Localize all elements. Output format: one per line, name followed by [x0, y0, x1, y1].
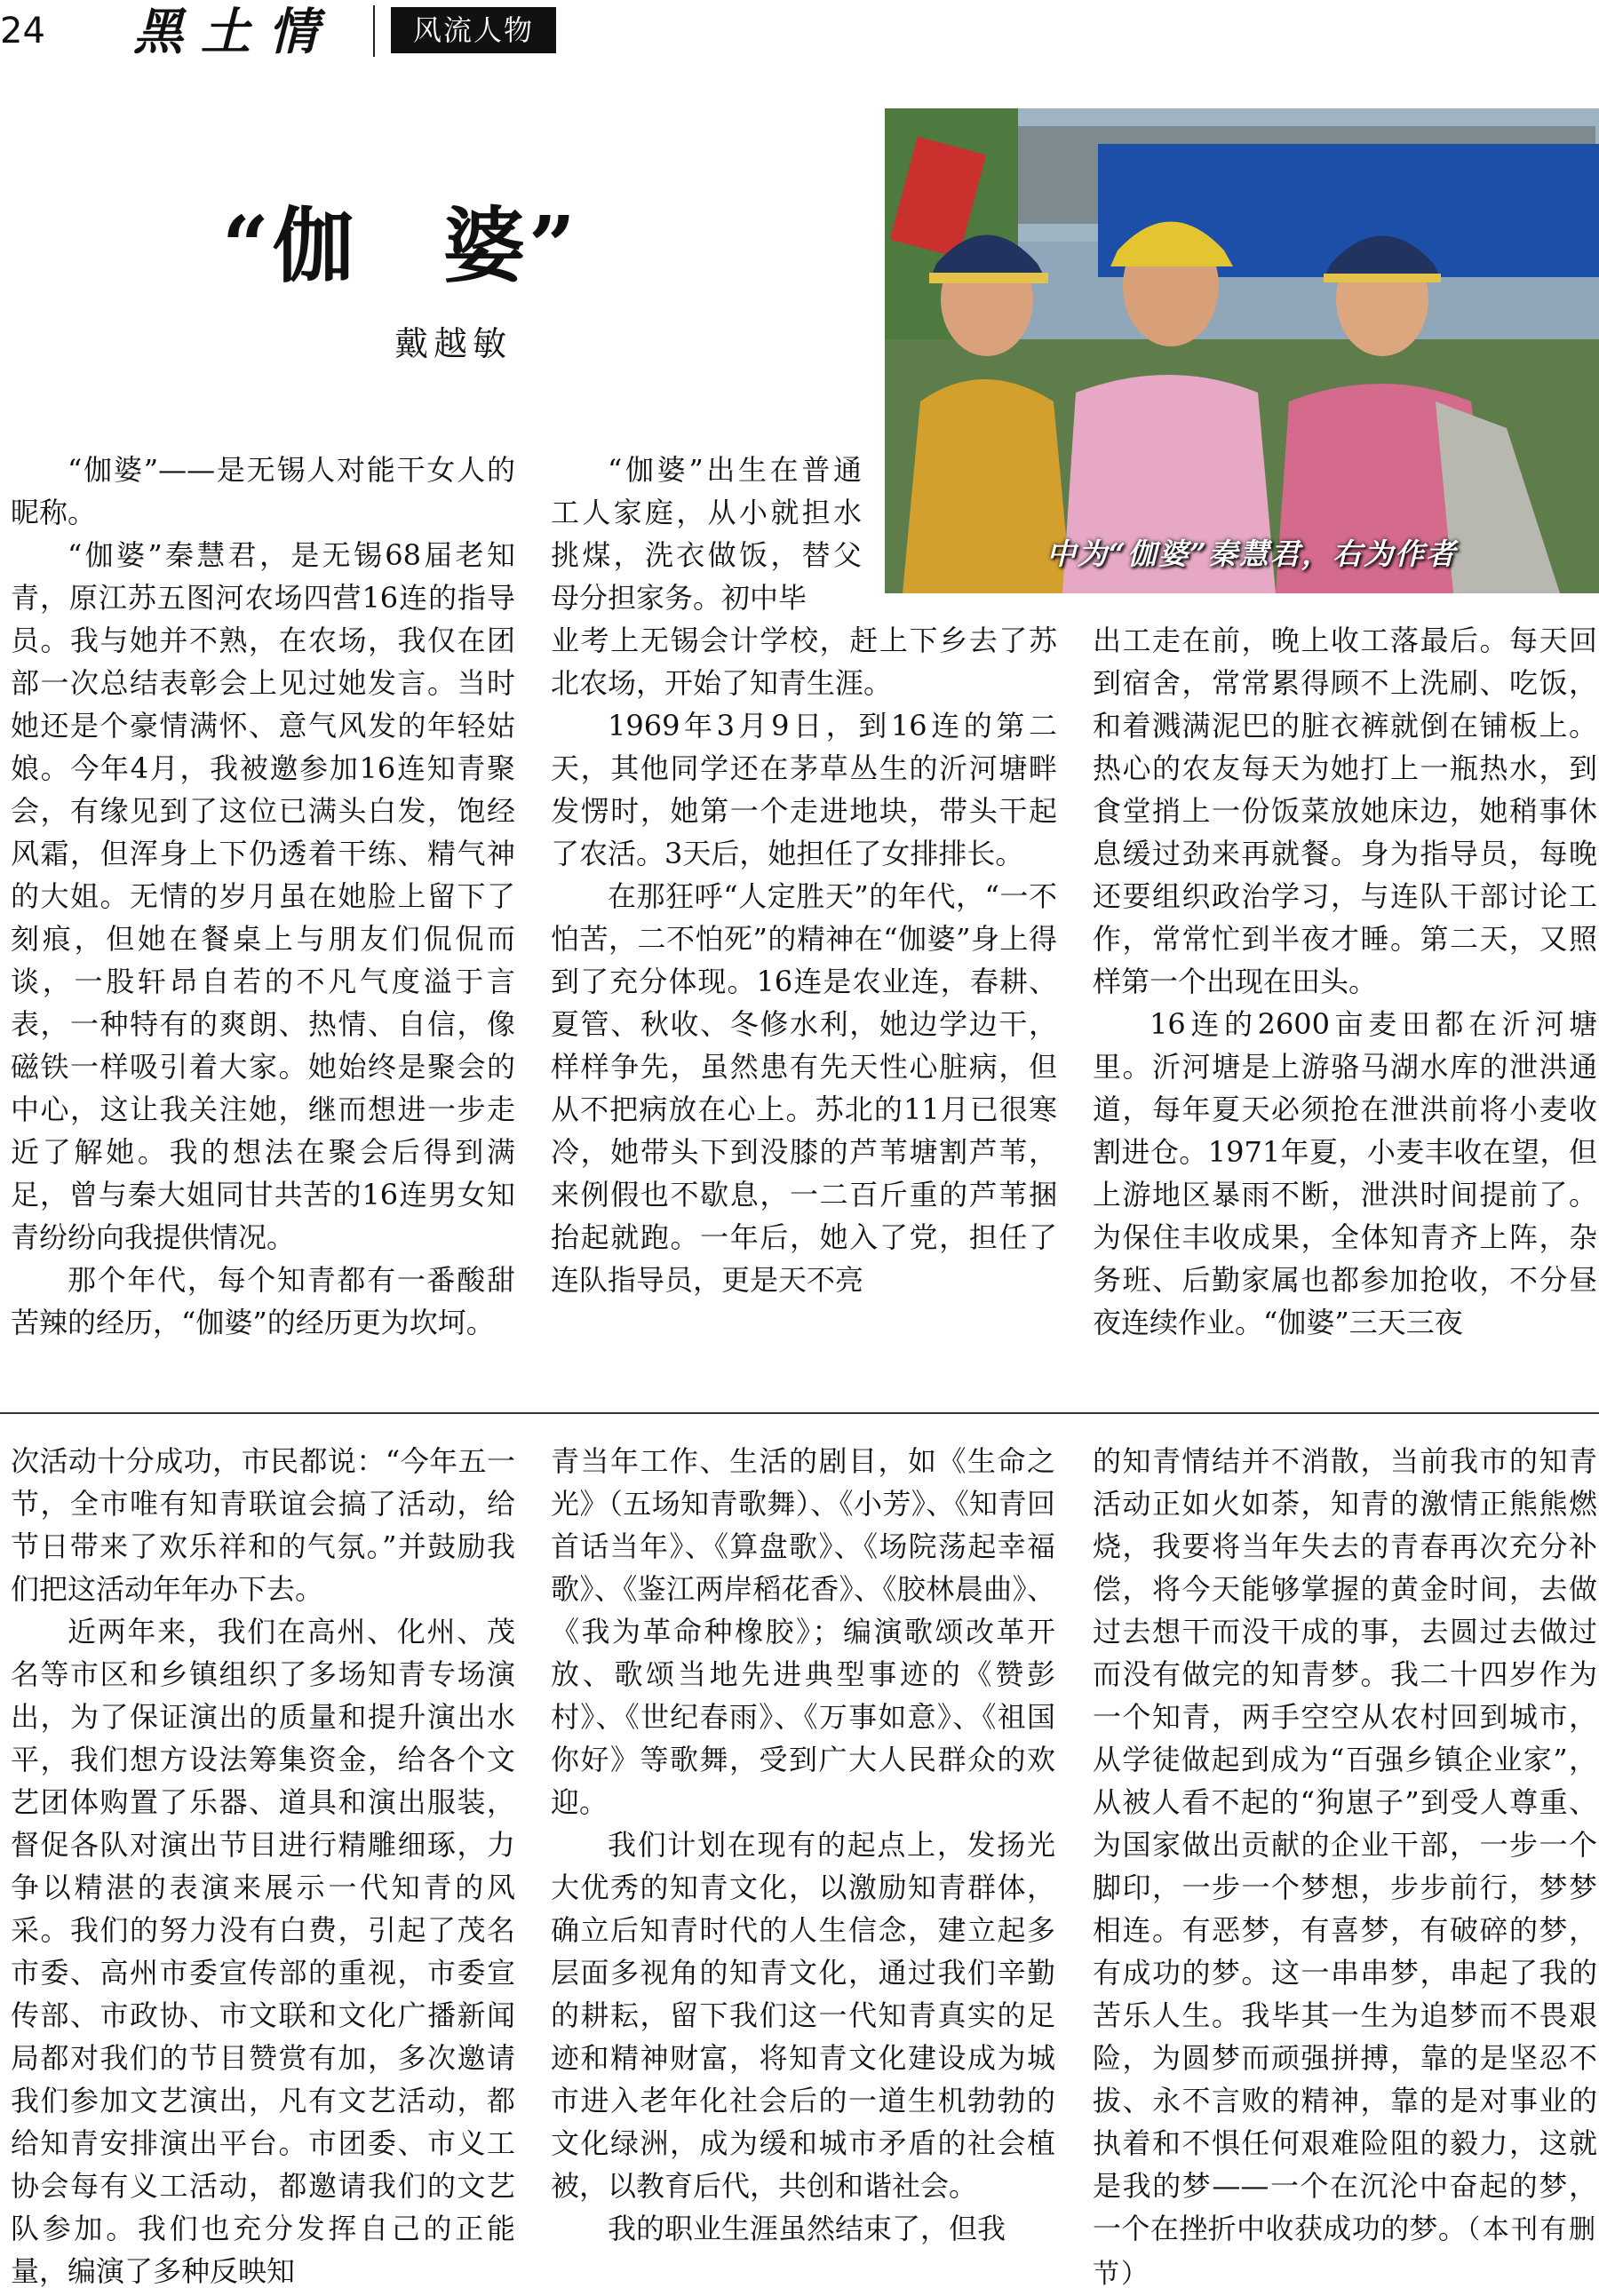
- lower-column-1: [11, 1440, 515, 2292]
- paragraph: 我的职业生涯虽然结束了，但我: [608, 2212, 1006, 2245]
- paragraph: 次活动十分成功，市民都说：“今年五一节，全市唯有知青联谊会搞了活动，给节日带来了欢乐祥和的气氛。”并鼓励我们把这活动年年办下去。: [11, 1444, 515, 1606]
- paragraph: 青当年工作、生活的剧目，如《生命之光》（五场知青歌舞）、《小芳》、《知青回首话当年》、《算盘歌》、《场院荡起幸福歌》、《鉴江两岸稻花香》、《胶林晨曲》、《我为革命种橡胶》；编演歌颂改革开放、歌颂当地先进典型事迹的《赞彭村》、《世纪春雨》、《万事如意》、《祖国你好》等歌舞，受到广大人民群众的欢迎。: [551, 1444, 1055, 1819]
- editor-note: （本刊有删节）: [1093, 2214, 1597, 2290]
- paragraph: 在那狂呼“人定胜天”的年代，“一不怕苦，二不怕死”的精神在“伽婆”身上得到了充分体现。16连是农业连，春耕、夏管、秋收、冬修水利，她边学边干，样样争先，虽然患有先天性心脏病，但从不把病放在心上。苏北的11月已很寒冷，她带头下到没膝的芦苇塘割芦苇，来例假也不歇息，一二百斤重的芦苇捆抬起就跑。一年后，她入了党，担任了连队指导员，更是天不亮: [551, 879, 1057, 1297]
- article-column-3: [1093, 619, 1597, 1344]
- paragraph: 16连的2600亩麦田都在沂河塘里。沂河塘是上游骆马湖水库的泄洪通道，每年夏天必须抢在泄洪前将小麦收割进仓。1971年夏，小麦丰收在望，但上游地区暴雨不断，泄洪时间提前了。为保住丰收成果，全体知青齐上阵，杂务班、后勤家属也都参加抢收，不分昼夜连续作业。“伽婆”三天三夜: [1093, 1007, 1597, 1339]
- paragraph: 1969年3月9日，到16连的第二天，其他同学还在茅草丛生的沂河塘畔发愣时，她第一个走进地块，带头干起了农活。3天后，她担任了女排排长。: [551, 709, 1057, 870]
- paragraph: 业考上无锡会计学校，赶上下乡去了苏北农场，开始了知青生涯。: [551, 624, 1057, 700]
- lower-column-2: [551, 1440, 1055, 2250]
- column-tag: 风流人物: [391, 7, 556, 53]
- lower-column-3: [1093, 1440, 1597, 2296]
- header-divider: [373, 5, 375, 57]
- paragraph: 出工走在前，晚上收工落最后。每天回到宿舍，常常累得顾不上洗刷、吃饭，和着溅满泥巴的脏衣裤就倒在铺板上。热心的农友每天为她打上一瓶热水，到食堂捎上一份饭菜放她床边，她稍事休息缓过劲来再就餐。身为指导员，每晚还要组织政治学习，与连队干部讨论工作，常常忙到半夜才睡。第二天，又照样第一个出现在田头。: [1093, 624, 1597, 998]
- article-title: “伽 婆”: [222, 198, 579, 294]
- photo-caption: 中为“伽婆”秦慧君，右为作者: [1046, 536, 1457, 571]
- magazine-logo: 黑土情: [133, 3, 336, 61]
- section-divider: [0, 1412, 1599, 1414]
- paragraph: “伽婆”秦慧君，是无锡68届老知青，原江苏五图河农场四营16连的指导员。我与她并不熟，在农场，我仅在团部一次总结表彰会上见过她发言。当时她还是个豪情满怀、意气风发的年轻姑娘。今年4月，我被邀参加16连知青聚会，有缘见到了这位已满头白发，饱经风霜，但浑身上下仍透着干练、精气神的大姐。无情的岁月虽在她脸上留下了刻痕，但她在餐桌上与朋友们侃侃而谈，一股轩昂自若的不凡气度溢于言表，一种特有的爽朗、热情、自信，像磁铁一样吸引着大家。她始终是聚会的中心，这让我关注她，继而想进一步走近了解她。我的想法在聚会后得到满足，曾与秦大姐同甘共苦的16连男女知青纷纷向我提供情况。: [11, 538, 515, 1254]
- article-column-1: [11, 449, 515, 1344]
- paragraph: 我们计划在现有的起点上，发扬光大优秀的知青文化，以激励知青群体，确立后知青时代的人生信念，建立起多层面多视角的知青文化，通过我们辛勤的耕耘，留下我们这一代知青真实的足迹和精神财富，将知青文化建设成为城市进入老年化社会后的一道生机勃勃的文化绿洲，成为缓和城市矛盾的社会植被，以教育后代，共创和谐社会。: [551, 1828, 1055, 2203]
- paragraph: 那个年代，每个知青都有一番酸甜苦辣的经历，“伽婆”的经历更为坎坷。: [11, 1263, 515, 1339]
- article-photo: [885, 108, 1599, 593]
- article-column-2-top: [551, 449, 862, 619]
- page-number: 24: [0, 11, 45, 52]
- article-column-2: [551, 619, 1057, 1301]
- paragraph: “伽婆”出生在普通工人家庭，从小就担水挑煤，洗衣做饭，替父母分担家务。初中毕: [551, 453, 862, 615]
- article-author: 戴越敏: [394, 324, 513, 363]
- paragraph: [1093, 1440, 1597, 2296]
- paragraph: “伽婆”——是无锡人对能干女人的昵称。: [11, 453, 515, 529]
- paragraph-text: 的知青情结并不消散，当前我市的知青活动正如火如荼，知青的激情正熊熊燃烧，我要将当年失去的青春再次充分补偿，将今天能够掌握的黄金时间，去做过去想干而没干成的事，去圆过去做过而没有做完的知青梦。我二十四岁作为一个知青，两手空空从农村回到城市，从学徒做起到成为“百强乡镇企业家”，从被人看不起的“狗崽子”到受人尊重、为国家做出贡献的企业干部，一步一个脚印，一步一个梦想，步步前行，梦梦相连。有恶梦，有喜梦，有破碎的梦，有成功的梦。这一串串梦，串起了我的苦乐人生。我毕其一生为追梦而不畏艰险，为圆梦而顽强拼搏，靠的是坚忍不拔、永不言败的精神，靠的是对事业的执着和不惧任何艰难险阻的毅力，这就是我的梦——一个在沉沦中奋起的梦，一个在挫折中收获成功的梦。: [1093, 1444, 1597, 2245]
- paragraph: 近两年来，我们在高州、化州、茂名等市区和乡镇组织了多场知青专场演出，为了保证演出的质量和提升演出水平，我们想方设法筹集资金，给各个文艺团体购置了乐器、道具和演出服装，督促各队对演出节目进行精雕细琢，力争以精湛的表演来展示一代知青的风采。我们的努力没有白费，引起了茂名市委、高州市委宣传部的重视，市委宣传部、市政协、市文联和文化广播新闻局都对我们的节目赞赏有加，多次邀请我们参加文艺演出，凡有文艺活动，都给知青安排演出平台。市团委、市义工协会每有义工活动，都邀请我们的文艺队参加。我们也充分发挥自己的正能量，编演了多种反映知: [11, 1615, 515, 2288]
